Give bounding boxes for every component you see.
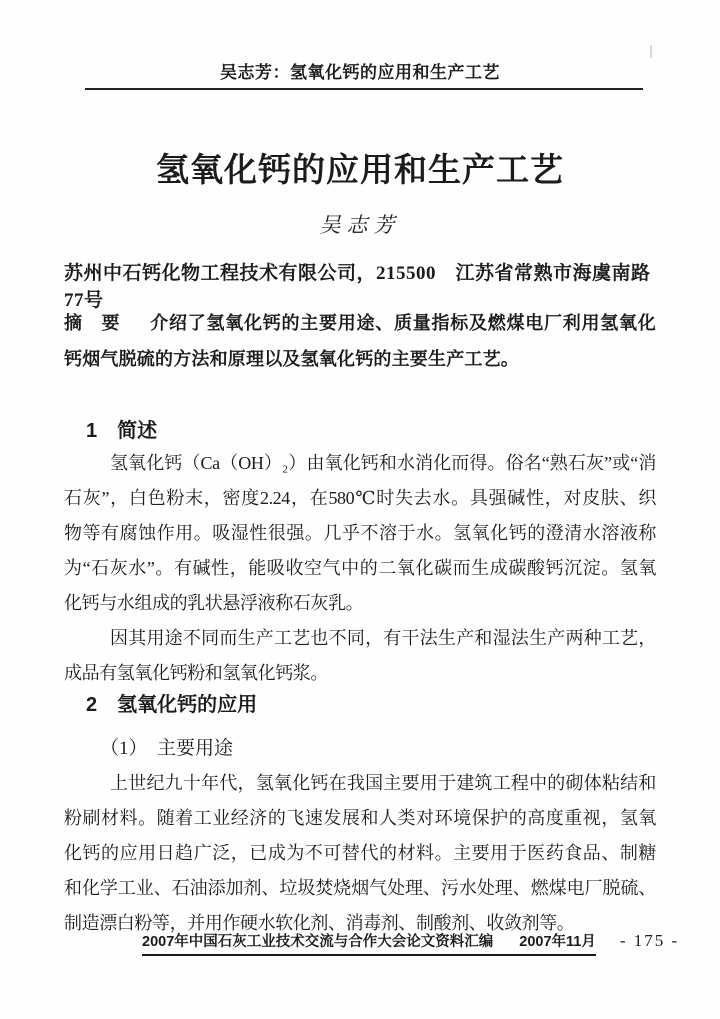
abstract-label: 摘 要: [64, 313, 121, 333]
header-rule: [85, 88, 643, 90]
text-line: 物等有腐蚀作用。吸湿性很强。几乎不溶于水。氢氧化钙的澄清水溶液称: [64, 523, 656, 543]
page-number: - 175 -: [619, 931, 680, 950]
section-2-heading: 2 氢氧化钙的应用: [86, 694, 258, 716]
text-line: 制造漂白粉等，并用作硬水软化剂、消毒剂、制酸剂、收敛剂等。: [64, 913, 575, 933]
text-line: 上世纪九十年代，氢氧化钙在我国主要用于建筑工程中的砌体粘结和: [110, 773, 656, 793]
section-1-heading: 1 简述: [86, 420, 158, 442]
author-name: 吴志芳: [319, 213, 401, 237]
scan-artifact: [650, 45, 652, 58]
page-footer: [142, 930, 679, 956]
abstract-text: 介绍了氢氧化钙的主要用途、质量指标及燃煤电厂利用氢氧化: [150, 313, 656, 333]
text-line: 成品有氢氧化钙粉和氢氧化钙浆。: [64, 663, 328, 683]
proceedings-title: 2007年中国石灰工业技术交流与合作大会论文资料汇编: [142, 934, 494, 950]
abstract-line: 钙烟气脱硫的方法和原理以及氢氧化钙的主要生产工艺。: [64, 349, 519, 369]
section-1-paragraph-2: [64, 621, 656, 691]
page-title: 氢氧化钙的应用和生产工艺: [156, 153, 564, 189]
text-line: 为“石灰水”。有碱性，能吸收空气中的二氧化碳而生成碳酸钙沉淀。氢氧: [64, 558, 656, 578]
running-header: 吴志芳：氢氧化钙的应用和生产工艺: [220, 63, 500, 82]
section-2-paragraph-1: [64, 766, 656, 941]
section-1-paragraph-1: [64, 446, 656, 621]
abstract-line: [64, 305, 656, 341]
text-line: 石灰”，白色粉末，密度2.24，在580℃时失去水。具强碱性，对皮肤、织: [64, 488, 656, 508]
text-line: 化钙的应用日趋广泛，已成为不可替代的材料。主要用于医药食品、制糖: [64, 843, 656, 863]
text-line: 因其用途不同而生产工艺也不同，有干法生产和湿法生产两种工艺，: [110, 628, 656, 648]
footer-proceedings-line: [142, 930, 596, 956]
text-line: 氢氧化钙（Ca（OH）₂）由氧化钙和水消化而得。俗名“熟石灰”或“消: [110, 453, 656, 473]
section-2-subheading: （1） 主要用途: [100, 738, 234, 759]
text-line: 和化学工业、石油添加剂、垃圾焚烧烟气处理、污水处理、燃煤电厂脱硫、: [64, 878, 656, 898]
affiliation-line: 苏州中石钙化物工程技术有限公司，215500 江苏省常熟市海虞南路77号: [64, 263, 651, 311]
abstract-block: [64, 305, 656, 377]
text-line: 化钙与水组成的乳状悬浮液称石灰乳。: [64, 593, 364, 613]
text-line: 粉刷材料。随着工业经济的飞速发展和人类对环境保护的高度重视，氢氧: [64, 808, 656, 828]
footer-date: 2007年11月: [519, 934, 596, 950]
